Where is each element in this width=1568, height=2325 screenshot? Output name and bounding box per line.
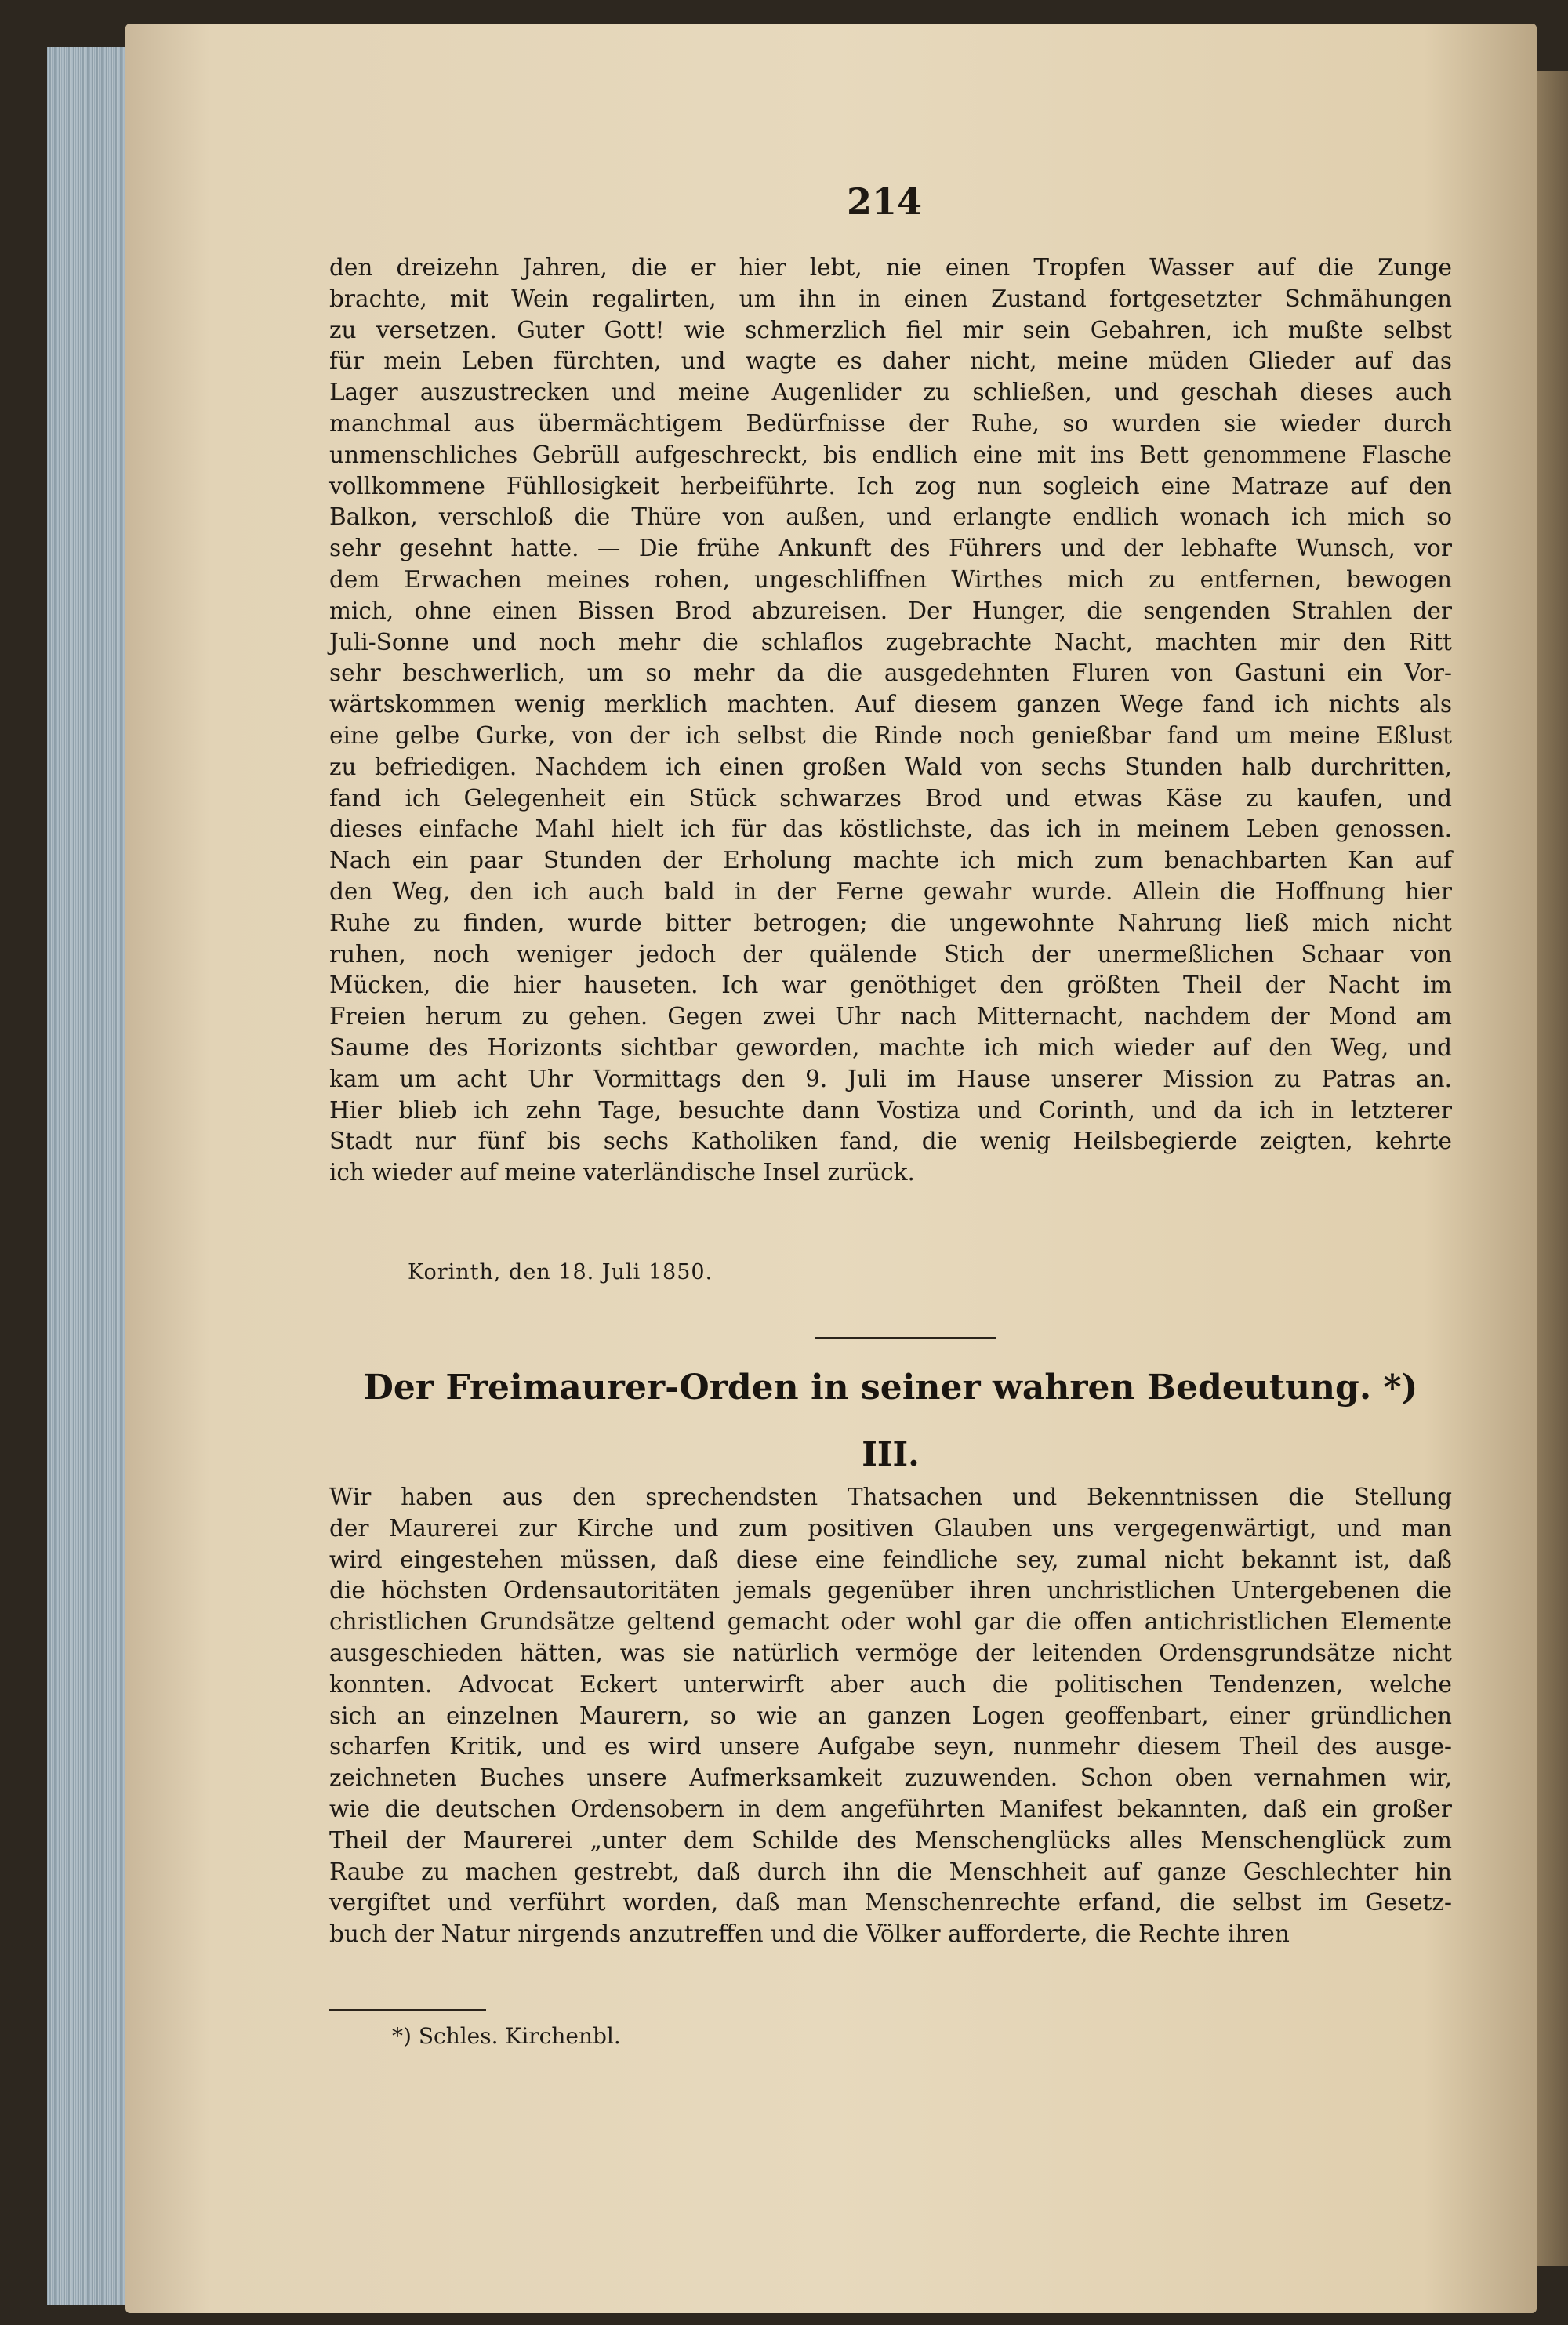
text-line: brachte, mit Wein regalirten, um ihn in einen Zustand fortgesetzter Schmähungen: [329, 285, 1452, 312]
body-text-part-2: [329, 1482, 1452, 1950]
text-line: vollkommene Fühllosigkeit herbeiführte. Ich zog nun sogleich eine Matraze auf den: [329, 472, 1452, 500]
text-line: zu versetzen. Guter Gott! wie schmerzlich fiel mir sein Gebahren, ich mußte selbst: [329, 316, 1452, 343]
text-line: unmenschliches Gebrüll aufgeschreckt, bis endlich eine mit ins Bett genommene Flasche: [329, 441, 1452, 468]
text-line: wie die deutschen Ordensobern in dem angeführten Manifest bekannten, daß ein großer: [329, 1795, 1452, 1822]
text-line: Freien herum zu gehen. Gegen zwei Uhr nach Mitternacht, nachdem der Mond am: [329, 1003, 1452, 1030]
text-line: scharfen Kritik, und es wird unsere Aufgabe seyn, nunmehr diesem Theil des ausge-: [329, 1733, 1452, 1760]
text-line: wird eingestehen müssen, daß diese eine feindliche sey, zumal nicht bekannt ist, daß: [329, 1546, 1452, 1573]
text-line: zeichneten Buches unsere Aufmerksamkeit zuzuwenden. Schon oben vernahmen wir,: [329, 1764, 1452, 1792]
text-line: Saume des Horizonts sichtbar geworden, machte ich mich wieder auf den Weg, und: [329, 1034, 1452, 1061]
text-line: Lager auszustrecken und meine Augenlider zu schließen, und geschah dieses auch: [329, 379, 1452, 406]
text-line: Theil der Maurerei „unter dem Schilde des Menschenglücks alles Menschenglück zum: [329, 1826, 1452, 1854]
text-line: für mein Leben fürchten, und wagte es daher nicht, meine müden Glieder auf das: [329, 347, 1452, 375]
text-line: zu befriedigen. Nachdem ich einen großen Wald von sechs Stunden halb durchritten,: [329, 753, 1452, 780]
book-page-edges: [47, 47, 133, 2305]
text-line: die höchsten Ordensautoritäten jemals gegenüber ihren unchristlichen Untergebenen die: [329, 1577, 1452, 1604]
text-line: ruhen, noch weniger jedoch der quälende Stich der unermeßlichen Schaar von: [329, 940, 1452, 968]
text-line: ausgeschieden hätten, was sie natürlich vermöge der leitenden Ordensgrundsätze nicht: [329, 1639, 1452, 1666]
section-number: III.: [862, 1435, 920, 1473]
text-line: fand ich Gelegenheit ein Stück schwarzes Brod und etwas Käse zu kaufen, und: [329, 784, 1452, 812]
section-title: Der Freimaurer-Orden in seiner wahren Bedeutung. *): [363, 1368, 1418, 1408]
text-line: mich, ohne einen Bissen Brod abzureisen. Der Hunger, die sengenden Strahlen der: [329, 597, 1452, 624]
text-line: Stadt nur fünf bis sechs Katholiken fand, die wenig Heilsbegierde zeigten, kehrte: [329, 1128, 1452, 1155]
text-line: vergiftet und verführt worden, daß man Menschenrechte erfand, die selbst im Gesetz-: [329, 1889, 1452, 1916]
text-line: sehr gesehnt hatte. — Die frühe Ankunft des Führers und der lebhafte Wunsch, vor: [329, 535, 1452, 562]
text-line: Wir haben aus den sprechendsten Thatsachen und Bekenntnissen die Stellung: [329, 1484, 1452, 1510]
section-divider: [815, 1337, 996, 1339]
dateline: Korinth, den 18. Juli 1850.: [408, 1260, 713, 1284]
text-line: Juli-Sonne und noch mehr die schlaflos zugebrachte Nacht, machten mir den Ritt: [329, 628, 1452, 656]
text-line: dieses einfache Mahl hielt ich für das köstlichste, das ich in meinem Leben genossen.: [329, 816, 1452, 843]
text-line: Balkon, verschloß die Thüre von außen, und erlangte endlich wonach ich mich so: [329, 503, 1452, 531]
text-line: kam um acht Uhr Vormittags den 9. Juli im Hause unserer Mission zu Patras an.: [329, 1065, 1452, 1092]
text-line: christlichen Grundsätze geltend gemacht oder wohl gar die offen antichristlichen Elemente: [329, 1608, 1452, 1636]
text-line: Hier blieb ich zehn Tage, besuchte dann Vostiza und Corinth, und da ich in letzterer: [329, 1096, 1452, 1124]
footnote: *) Schles. Kirchenbl.: [392, 2023, 621, 2049]
page-number: 214: [847, 180, 923, 223]
text-line: den dreizehn Jahren, die er hier lebt, nie einen Tropfen Wasser auf die Zunge: [329, 254, 1452, 281]
text-line: buch der Natur nirgends anzutreffen und die Völker aufforderte, die Rechte ihren: [329, 1920, 1290, 1948]
text-line: Raube zu machen gestrebt, daß durch ihn die Menschheit auf ganze Geschlechter hin: [329, 1858, 1452, 1885]
text-line: sehr beschwerlich, um so mehr da die ausgedehnten Fluren von Gastuni ein Vor-: [329, 659, 1452, 687]
text-line: Ruhe zu finden, wurde bitter betrogen; die ungewohnte Nahrung ließ mich nicht: [329, 909, 1452, 936]
body-text-part-1: [329, 252, 1452, 1189]
text-line: der Maurerei zur Kirche und zum positiven Glauben uns vergegenwärtigt, und man: [329, 1514, 1452, 1542]
text-line: konnten. Advocat Eckert unterwirft aber auch die politischen Tendenzen, welche: [329, 1670, 1452, 1698]
text-line: Nach ein paar Stunden der Erholung machte ich mich zum benachbarten Kan auf: [329, 847, 1452, 874]
book-spine-shadow: [1537, 71, 1568, 2266]
footnote-rule: [329, 2009, 486, 2011]
text-line: sich an einzelnen Maurern, so wie an ganzen Logen geoffenbart, einer gründlichen: [329, 1702, 1452, 1729]
text-line: Mücken, die hier hauseten. Ich war genöthiget den größten Theil der Nacht im: [329, 972, 1452, 999]
text-line: den Weg, den ich auch bald in der Ferne gewahr wurde. Allein die Hoffnung hier: [329, 877, 1452, 905]
text-line: manchmal aus übermächtigem Bedürfnisse der Ruhe, so wurden sie wieder durch: [329, 409, 1452, 437]
text-line: wärtskommen wenig merklich machten. Auf diesem ganzen Wege fand ich nichts als: [329, 691, 1452, 718]
text-line: ich wieder auf meine vaterländische Insel zurück.: [329, 1159, 915, 1186]
text-line: dem Erwachen meines rohen, ungeschliffnen Wirthes mich zu entfernen, bewogen: [329, 565, 1452, 593]
text-line: eine gelbe Gurke, von der ich selbst die Rinde noch genießbar fand um meine Eßlust: [329, 721, 1452, 749]
